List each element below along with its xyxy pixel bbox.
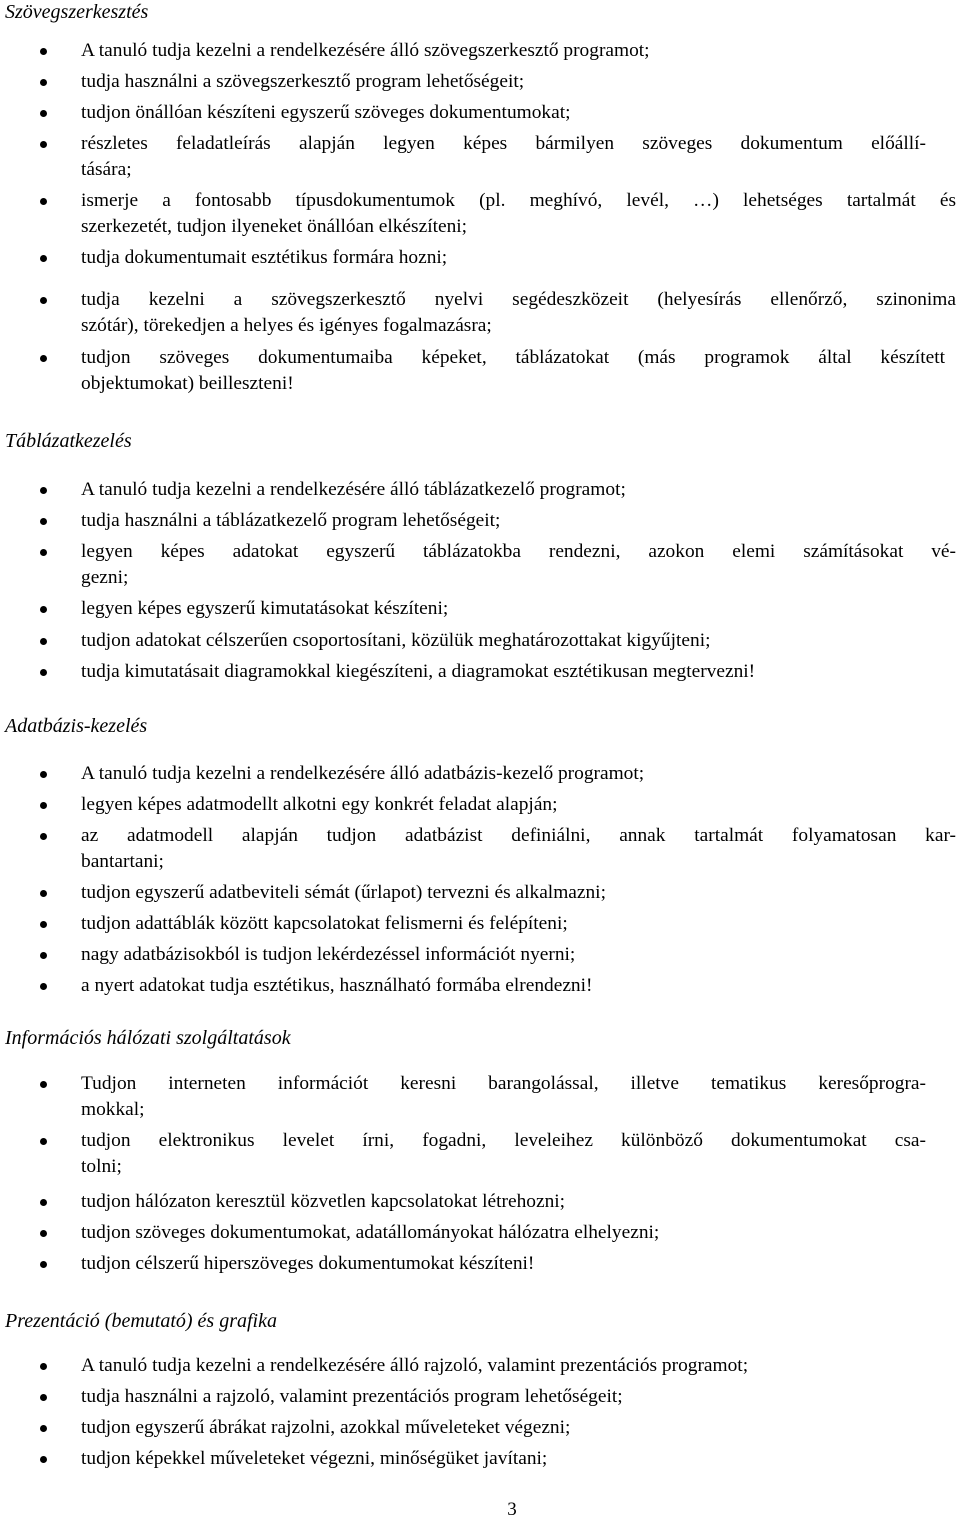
list-item-text: ismerje a fontosabb típusdokumentumok (pl. meghívó, levél, …) lehetséges tartalmát és — [81, 190, 956, 211]
bullet-icon — [40, 198, 47, 205]
list-item-text: tudjon szöveges dokumentumokat, adatállományokat hálózatra elhelyezni; — [81, 1222, 660, 1243]
list-item-text: a nyert adatokat tudja esztétikus, használható formába elrendezni! — [81, 975, 593, 996]
list-item-text: tudja használni a táblázatkezelő program lehetőségeit; — [81, 510, 501, 531]
list-item-text: tudjon egyszerű ábrákat rajzolni, azokkal műveleteket végezni; — [81, 1417, 571, 1438]
list-item-text-continued: szótár), törekedjen a helyes és igényes fogalmazásra; — [81, 315, 492, 336]
bullet-icon — [40, 1456, 47, 1463]
list-item-text: tudja használni a rajzoló, valamint prezentációs program lehetőségeit; — [81, 1386, 623, 1407]
bullet-icon — [40, 983, 47, 990]
section-title: Információs hálózati szolgáltatások — [5, 1027, 291, 1049]
list-item-text: tudjon egyszerű adatbeviteli sémát (űrlapot) tervezni és alkalmazni; — [81, 882, 606, 903]
list-item-text: részletes feladatleírás alapján legyen képes bármilyen szöveges dokumentum előállí- — [81, 133, 926, 154]
list-item-text: A tanuló tudja kezelni a rendelkezésére álló szövegszerkesztő programot; — [81, 40, 650, 61]
section-title: Prezentáció (bemutató) és grafika — [5, 1310, 277, 1332]
list-item-text: tudjon szöveges dokumentumaiba képeket, táblázatokat (más programok által készített — [81, 347, 945, 368]
bullet-icon — [40, 297, 47, 304]
bullet-icon — [40, 1138, 47, 1145]
list-item-text: tudja használni a szövegszerkesztő program lehetőségeit; — [81, 71, 525, 92]
bullet-icon — [40, 1394, 47, 1401]
list-item-text: tudjon adattáblák között kapcsolatokat felismerni és felépíteni; — [81, 913, 568, 934]
bullet-icon — [40, 518, 47, 525]
bullet-icon — [40, 606, 47, 613]
list-item-text: tudjon célszerű hiperszöveges dokumentumokat készíteni! — [81, 1253, 535, 1274]
list-item-text: tudja dokumentumait esztétikus formára hozni; — [81, 247, 448, 268]
bullet-icon — [40, 110, 47, 117]
bullet-icon — [40, 1081, 47, 1088]
bullet-icon — [40, 255, 47, 262]
bullet-icon — [40, 1261, 47, 1268]
list-item-text: tudjon elektronikus levelet írni, fogadni, leveleihez különböző dokumentumokat csa- — [81, 1130, 926, 1151]
bullet-icon — [40, 669, 47, 676]
list-item-text: legyen képes adatokat egyszerű táblázatokba rendezni, azokon elemi számításokat vé- — [81, 541, 956, 562]
bullet-icon — [40, 921, 47, 928]
list-item-text-continued: mokkal; — [81, 1099, 145, 1120]
bullet-icon — [40, 771, 47, 778]
list-item-text: az adatmodell alapján tudjon adatbázist definiálni, annak tartalmát folyamatosan kar- — [81, 825, 956, 846]
bullet-icon — [40, 638, 47, 645]
list-item-text-continued: bantartani; — [81, 851, 164, 872]
page-number: 3 — [507, 1499, 517, 1520]
section-title: Adatbázis-kezelés — [5, 715, 148, 737]
bullet-icon — [40, 1363, 47, 1370]
list-item-text: tudja kezelni a szövegszerkesztő nyelvi segédeszközeit (helyesírás ellenőrző, szinonima — [81, 289, 956, 310]
bullet-icon — [40, 952, 47, 959]
list-item-text-continued: szerkezetét, tudjon ilyeneket önállóan elkészíteni; — [81, 216, 468, 237]
list-item-text-continued: objektumokat) beilleszteni! — [81, 373, 294, 394]
list-item-text: tudja kimutatásait diagramokkal kiegészíteni, a diagramokat esztétikusan megtervezni! — [81, 661, 756, 682]
list-item-text: legyen képes adatmodellt alkotni egy konkrét feladat alapján; — [81, 794, 558, 815]
bullet-icon — [40, 141, 47, 148]
bullet-icon — [40, 1230, 47, 1237]
bullet-icon — [40, 355, 47, 362]
bullet-icon — [40, 802, 47, 809]
bullet-icon — [40, 833, 47, 840]
bullet-icon — [40, 1425, 47, 1432]
list-item-text: A tanuló tudja kezelni a rendelkezésére álló adatbázis-kezelő programot; — [81, 763, 645, 784]
section-title: Táblázatkezelés — [5, 430, 132, 452]
list-item-text: tudjon adatokat célszerűen csoportosítani, közülük meghatározottakat kigyűjteni; — [81, 630, 711, 651]
list-item-text: tudjon képekkel műveleteket végezni, minőségüket javítani; — [81, 1448, 548, 1469]
list-item-text: tudjon hálózaton keresztül közvetlen kapcsolatokat létrehozni; — [81, 1191, 566, 1212]
list-item-text: legyen képes egyszerű kimutatásokat készíteni; — [81, 598, 449, 619]
bullet-icon — [40, 487, 47, 494]
list-item-text: Tudjon interneten információt keresni barangolással, illetve tematikus keresőprogra- — [81, 1073, 926, 1094]
bullet-icon — [40, 890, 47, 897]
list-item-text: tudjon önállóan készíteni egyszerű szöveges dokumentumokat; — [81, 102, 571, 123]
list-item-text: nagy adatbázisokból is tudjon lekérdezéssel információt nyerni; — [81, 944, 576, 965]
list-item-text: A tanuló tudja kezelni a rendelkezésére álló táblázatkezelő programot; — [81, 479, 626, 500]
bullet-icon — [40, 549, 47, 556]
bullet-icon — [40, 79, 47, 86]
bullet-icon — [40, 48, 47, 55]
list-item-text-continued: gezni; — [81, 567, 129, 588]
bullet-icon — [40, 1199, 47, 1206]
section-title: Szövegszerkesztés — [5, 1, 149, 23]
list-item-text-continued: tolni; — [81, 1156, 122, 1177]
list-item-text: A tanuló tudja kezelni a rendelkezésére álló rajzoló, valamint prezentációs programot; — [81, 1355, 749, 1376]
list-item-text-continued: tására; — [81, 159, 132, 180]
